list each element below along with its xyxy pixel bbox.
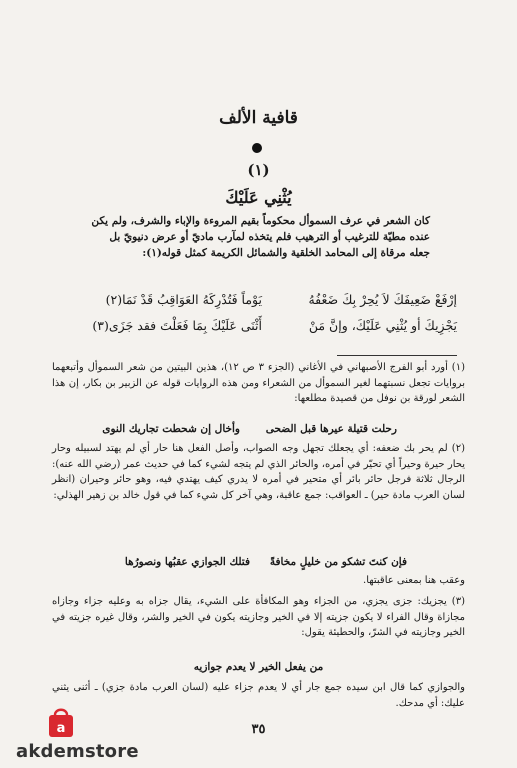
footnote-2-text: (٢) لم يحر بك ضعفه: أي يجعلك تجهل وجه الصواب، وأصل الفعل هنا حار أي لم يهتد لسبيله وحار يحار حيرة وحيراً أي تحيّر في أمره، والحائر الذي لم يتجه لشيء كما في حديث عمر (رضي الله عنه): الرجال ثلاثة فرجل حائر بائر أي متحير في أمره لا يدري كيف يهتدي فيه، وهو حائر وحيران (انظر لسان العرب مادة حير) ـ العواقب: جمع عاقبة، وهي آخر كل شيء كما في قول خالد بن زهير الهذلي: bbox=[52, 443, 465, 501]
footnote-2 bbox=[52, 441, 465, 503]
footnote-1-verse-first: رحلت قتيلة عيرها قبل الضحى bbox=[265, 423, 397, 435]
logo-text: akdemstore bbox=[16, 741, 139, 762]
page-number: ٣٥ bbox=[251, 722, 266, 737]
intro-paragraph: كان الشعر في عرف السموأل محكوماً بقيم المروءة والإباء والشرف، ولم يكن عنده مطيّة للترغيب أو الترهيب فلم يتخذه لمآرب ماديّ أو عرض دنيويّ بل جعله مرقاة إلى المحامد الخلقية والشمائل الكريمة كمثل قوله(١): bbox=[91, 215, 430, 259]
footnote-3-tail: والجوازي كما قال ابن سيده جمع جار أي لا يعدم جزاء عليه (لسان العرب مادة جزي) ـ أثنى يثني عليك: أي مدحك. bbox=[52, 682, 465, 709]
chapter-title: قافية الألف bbox=[219, 108, 298, 128]
svg-text:a: a bbox=[56, 721, 66, 736]
poem-title: يُثْنِي عَلَيْكَ bbox=[225, 188, 292, 207]
footnote-2-tail: وعقب هنا بمعنى عاقبتها. bbox=[363, 575, 465, 586]
section-dot-icon bbox=[252, 143, 262, 153]
footnote-3: (٣) يجزيك: جزى يجزي، من الجزاء وهو المكافأة على الشيء، يقال جزاه به وعليه جزاء وجازاه مجازاة وقال الفراء لا يكون جزيته إلا في الخير وجازيته يكون في الخير والشر، وقال غيره جزيته في الخير وجازيته في الشرّ، والحطيئة يقول: bbox=[52, 596, 465, 638]
footnote-1: (١) أورد أبو الفرج الأصبهاني في الأغاني (الجزء ٣ ص ١٢)، هذين البيتين من شعر السموأل وأتبعهما بروايات تجعل نسبتهما لغير السموأل من الشعراء ومن هذه الروايات قوله عن الزبير بن بكار، إن هذا الشعر لورقة بن نوفل من قصيدة مطلعها: bbox=[52, 362, 465, 404]
footnote-divider bbox=[337, 355, 457, 356]
footnote-1-verse-second: وأخال إن شحطت تجاريك النوى bbox=[102, 423, 240, 435]
verse-2-second-hemistich: أَثْنَى عَلَيْكَ بِمَا فَعَلْتَ فقد جَزَى(٣) bbox=[92, 318, 262, 333]
verse-2-first-hemistich: يَجْزِيكَ أو يُثْنِي عَلَيْكَ، وإنَّ مَنْ bbox=[308, 318, 457, 333]
poem-number: (١) bbox=[247, 161, 270, 179]
footnote-3-verse: من يفعل الخير لا يعدم جوازيه bbox=[193, 661, 324, 673]
verse-1-first-hemistich: إرْفَعْ ضَعِيفَكَ لاَ يُحِرْ بِكَ ضَعْفُهُ bbox=[308, 292, 457, 307]
verse-1-second-hemistich: يَوْماً فَتُدْرِكَهُ العَوَاقِبُ قَدْ نَمَا(٢) bbox=[105, 292, 262, 307]
gift-bag-icon bbox=[44, 705, 78, 739]
footnote-2-verse-second: فتلك الجوازي عقبُها ونصورُها bbox=[124, 556, 250, 568]
store-logo bbox=[16, 705, 156, 760]
footnote-2-verse-first: فإن كنتَ تشكو من خليلٍ مخافةً bbox=[269, 556, 407, 568]
